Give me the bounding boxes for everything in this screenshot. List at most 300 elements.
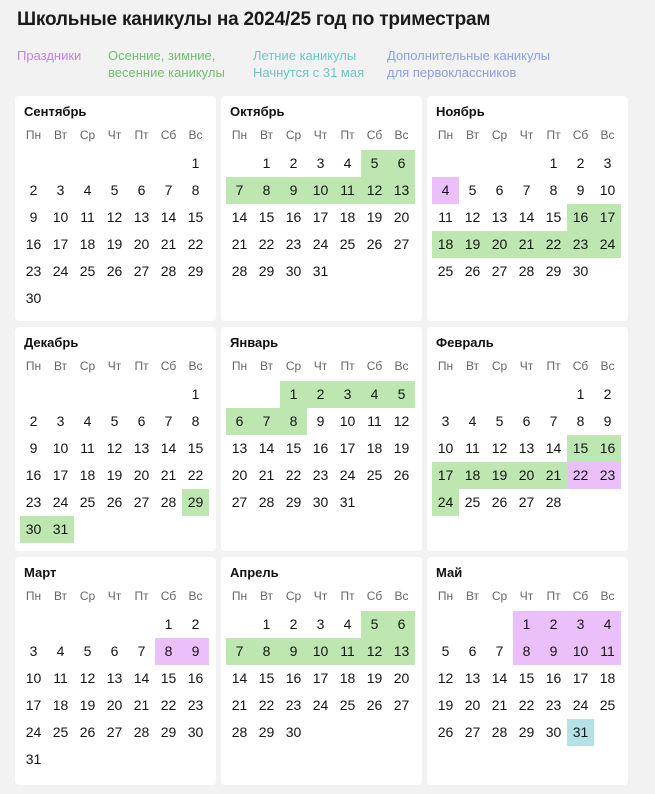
legend-first-line2: для первоклассников: [387, 65, 517, 80]
day-cell-regular: 5: [441, 643, 450, 659]
weekday-label: Чт: [313, 589, 328, 603]
weekday-header: [226, 128, 415, 142]
month-name: Январь: [230, 335, 279, 350]
day-cell-regular: 1: [549, 155, 558, 171]
month-card: [15, 96, 216, 321]
weekday-header: [20, 359, 209, 373]
day-cell-regular: 2: [29, 182, 38, 198]
month-name: Сентябрь: [24, 104, 87, 119]
day-cell-regular: 31: [312, 263, 329, 279]
day-cell-regular: 25: [366, 467, 383, 483]
legend-summer-vacations: [253, 47, 364, 81]
day-cell-vacation: 16: [594, 435, 621, 462]
day-cell-vacation: 22: [540, 231, 567, 258]
day-cell-regular: 11: [367, 413, 382, 429]
day-cell-regular: 30: [187, 724, 204, 740]
day-cell-vacation: 20: [513, 462, 540, 489]
weekday-label: Чт: [519, 359, 534, 373]
day-cell-regular: 14: [133, 670, 150, 686]
day-cell-regular: 8: [191, 182, 200, 198]
day-cell-regular: 8: [576, 413, 585, 429]
day-cell-regular: 21: [160, 467, 177, 483]
weekday-label: Ср: [491, 359, 508, 373]
day-cell-regular: 26: [106, 494, 123, 510]
day-cell-regular: 9: [603, 413, 612, 429]
weekday-label: Пт: [546, 359, 561, 373]
day-cell-regular: 7: [164, 182, 173, 198]
empty-cell: [513, 381, 540, 408]
weekday-label: Пт: [134, 128, 149, 142]
day-cell-regular: 20: [133, 467, 150, 483]
day-cell-regular: 28: [160, 494, 177, 510]
day-cell-vacation: 7: [253, 408, 280, 435]
day-cell-regular: 6: [110, 643, 119, 659]
weekday-label: Вт: [259, 589, 274, 603]
day-cell-regular: 21: [231, 697, 248, 713]
empty-cell: [74, 381, 101, 408]
day-cell-regular: 29: [518, 724, 535, 740]
month-name: Февраль: [436, 335, 494, 350]
weekday-label: Ср: [79, 128, 96, 142]
day-cell-regular: 16: [285, 209, 302, 225]
weekday-label: Вс: [394, 128, 409, 142]
day-grid: [432, 150, 621, 285]
day-cell-vacation: 13: [388, 177, 415, 204]
day-cell-regular: 21: [231, 236, 248, 252]
weekday-label: Ср: [79, 589, 96, 603]
day-cell-regular: 27: [393, 697, 410, 713]
day-cell-regular: 21: [491, 697, 508, 713]
day-cell-regular: 19: [106, 467, 123, 483]
weekday-label: Пт: [546, 128, 561, 142]
empty-cell: [432, 150, 459, 177]
empty-cell: [74, 611, 101, 638]
day-cell-regular: 13: [491, 209, 508, 225]
weekday-label: Ср: [285, 359, 302, 373]
day-cell-vacation: 9: [280, 638, 307, 665]
day-cell-regular: 14: [160, 440, 177, 456]
legend-first-line1: Дополнительные каникулы: [387, 48, 551, 63]
legend-holidays-label: Праздники: [17, 48, 82, 63]
weekday-label: Пн: [437, 589, 454, 603]
empty-cell: [101, 611, 128, 638]
day-cell-regular: 14: [231, 209, 248, 225]
day-cell-regular: 17: [312, 209, 329, 225]
weekday-header: [20, 589, 209, 603]
day-cell-regular: 18: [339, 209, 356, 225]
day-cell-regular: 22: [285, 467, 302, 483]
day-cell-vacation: 5: [361, 150, 388, 177]
day-cell-regular: 29: [258, 263, 275, 279]
weekday-label: Вс: [600, 359, 615, 373]
day-cell-regular: 4: [83, 413, 92, 429]
day-cell-vacation: 9: [280, 177, 307, 204]
weekday-label: Пт: [340, 589, 355, 603]
day-cell-regular: 16: [25, 467, 42, 483]
legend-summer-line2: Начнутся с 31 мая: [253, 65, 365, 80]
day-cell-regular: 28: [491, 724, 508, 740]
day-cell-regular: 6: [522, 413, 531, 429]
day-cell-regular: 16: [545, 670, 562, 686]
day-cell-vacation: 7: [226, 638, 253, 665]
day-cell-regular: 10: [339, 413, 356, 429]
day-cell-vacation: 6: [388, 150, 415, 177]
day-cell-regular: 29: [160, 724, 177, 740]
day-cell-regular: 28: [231, 724, 248, 740]
day-cell-regular: 24: [52, 263, 69, 279]
empty-cell: [47, 611, 74, 638]
day-cell-regular: 5: [110, 182, 119, 198]
day-cell-regular: 22: [187, 467, 204, 483]
day-cell-regular: 26: [79, 724, 96, 740]
empty-cell: [540, 381, 567, 408]
day-cell-vacation: 24: [594, 231, 621, 258]
empty-cell: [486, 611, 513, 638]
day-cell-regular: 1: [164, 616, 173, 632]
day-cell-regular: 29: [258, 724, 275, 740]
day-cell-regular: 14: [160, 209, 177, 225]
day-cell-regular: 3: [56, 413, 65, 429]
day-cell-regular: 23: [25, 263, 42, 279]
day-cell-regular: 20: [393, 209, 410, 225]
day-cell-regular: 18: [52, 697, 69, 713]
day-cell-holiday: 4: [594, 611, 621, 638]
day-cell-vacation: 23: [567, 231, 594, 258]
day-cell-vacation: 29: [182, 489, 209, 516]
empty-cell: [155, 150, 182, 177]
day-cell-regular: 1: [191, 155, 200, 171]
day-cell-regular: 25: [339, 236, 356, 252]
day-cell-regular: 27: [133, 494, 150, 510]
day-cell-regular: 11: [438, 209, 453, 225]
day-cell-regular: 19: [366, 209, 383, 225]
day-cell-regular: 3: [29, 643, 38, 659]
day-cell-regular: 10: [52, 440, 69, 456]
day-cell-vacation: 12: [361, 638, 388, 665]
day-cell-regular: 22: [160, 697, 177, 713]
day-cell-regular: 3: [56, 182, 65, 198]
day-cell-vacation: 21: [513, 231, 540, 258]
month-name: Октябрь: [230, 104, 285, 119]
day-cell-regular: 14: [545, 440, 562, 456]
day-grid: [432, 381, 621, 516]
day-cell-regular: 27: [518, 494, 535, 510]
day-cell-regular: 1: [262, 155, 271, 171]
day-cell-regular: 23: [25, 494, 42, 510]
day-cell-holiday: 4: [432, 177, 459, 204]
day-cell-vacation: 8: [253, 638, 280, 665]
day-cell-vacation: 15: [567, 435, 594, 462]
day-cell-regular: 11: [80, 440, 95, 456]
day-cell-regular: 5: [495, 413, 504, 429]
day-cell-regular: 18: [339, 670, 356, 686]
day-cell-vacation: 10: [307, 638, 334, 665]
day-cell-regular: 24: [572, 697, 589, 713]
day-cell-vacation: 2: [307, 381, 334, 408]
day-cell-regular: 28: [160, 263, 177, 279]
day-cell-regular: 7: [522, 182, 531, 198]
day-cell-regular: 13: [231, 440, 248, 456]
day-cell-regular: 26: [366, 697, 383, 713]
day-cell-vacation: 17: [432, 462, 459, 489]
day-cell-vacation: 1: [280, 381, 307, 408]
weekday-label: Вт: [53, 128, 68, 142]
day-cell-regular: 13: [518, 440, 535, 456]
day-cell-regular: 6: [137, 413, 146, 429]
day-cell-regular: 26: [464, 263, 481, 279]
day-cell-regular: 15: [160, 670, 177, 686]
weekday-label: Ср: [491, 128, 508, 142]
day-cell-regular: 30: [572, 263, 589, 279]
weekday-label: Пн: [25, 589, 42, 603]
day-cell-regular: 30: [25, 290, 42, 306]
day-cell-regular: 13: [464, 670, 481, 686]
day-cell-regular: 27: [231, 494, 248, 510]
day-cell-regular: 1: [262, 616, 271, 632]
weekday-label: Чт: [519, 128, 534, 142]
weekday-label: Вс: [188, 589, 203, 603]
day-cell-regular: 11: [80, 209, 95, 225]
day-cell-regular: 9: [576, 182, 585, 198]
month-card: [427, 96, 628, 321]
day-cell-holiday: 10: [567, 638, 594, 665]
day-cell-regular: 27: [491, 263, 508, 279]
empty-cell: [20, 611, 47, 638]
day-cell-regular: 17: [312, 670, 329, 686]
empty-cell: [432, 381, 459, 408]
weekday-label: Вт: [465, 359, 480, 373]
day-cell-regular: 29: [545, 263, 562, 279]
weekday-header: [432, 589, 621, 603]
weekday-header: [432, 128, 621, 142]
day-cell-holiday: 22: [567, 462, 594, 489]
weekday-label: Пт: [134, 589, 149, 603]
day-cell-vacation: 10: [307, 177, 334, 204]
weekday-label: Вс: [394, 589, 409, 603]
weekday-label: Чт: [313, 359, 328, 373]
day-cell-regular: 14: [231, 670, 248, 686]
legend-term-vacations: [108, 47, 225, 81]
day-cell-regular: 14: [258, 440, 275, 456]
day-cell-regular: 26: [437, 724, 454, 740]
empty-cell: [486, 150, 513, 177]
day-cell-vacation: 19: [459, 231, 486, 258]
day-cell-regular: 26: [106, 263, 123, 279]
day-cell-regular: 17: [339, 440, 356, 456]
weekday-label: Вс: [600, 589, 615, 603]
day-cell-regular: 23: [545, 697, 562, 713]
day-cell-regular: 15: [187, 209, 204, 225]
day-cell-regular: 23: [285, 697, 302, 713]
weekday-label: Вт: [259, 359, 274, 373]
day-cell-vacation: 24: [432, 489, 459, 516]
day-cell-regular: 4: [83, 182, 92, 198]
weekday-label: Чт: [519, 589, 534, 603]
weekday-label: Пн: [231, 589, 248, 603]
day-cell-regular: 27: [106, 724, 123, 740]
weekday-label: Пн: [437, 128, 454, 142]
day-grid: [226, 150, 415, 285]
day-cell-regular: 20: [106, 697, 123, 713]
day-cell-holiday: 1: [513, 611, 540, 638]
day-cell-regular: 21: [133, 697, 150, 713]
day-grid: [20, 150, 209, 312]
day-cell-regular: 7: [137, 643, 146, 659]
empty-cell: [128, 150, 155, 177]
day-cell-regular: 25: [464, 494, 481, 510]
day-cell-regular: 1: [576, 386, 585, 402]
day-grid: [432, 611, 621, 746]
weekday-label: Вт: [53, 589, 68, 603]
day-cell-regular: 19: [366, 670, 383, 686]
day-cell-regular: 31: [339, 494, 356, 510]
day-cell-regular: 7: [164, 413, 173, 429]
weekday-label: Вт: [465, 128, 480, 142]
day-cell-regular: 25: [79, 494, 96, 510]
weekday-label: Пт: [340, 128, 355, 142]
day-cell-vacation: 19: [486, 462, 513, 489]
day-cell-regular: 12: [491, 440, 508, 456]
day-cell-regular: 16: [285, 670, 302, 686]
empty-cell: [101, 150, 128, 177]
empty-cell: [20, 150, 47, 177]
legend-first-graders: [387, 47, 550, 81]
weekday-label: Сб: [160, 589, 177, 603]
day-cell-regular: 22: [187, 236, 204, 252]
empty-cell: [101, 381, 128, 408]
day-cell-regular: 2: [29, 413, 38, 429]
day-cell-regular: 25: [599, 697, 616, 713]
empty-cell: [47, 381, 74, 408]
day-cell-regular: 28: [258, 494, 275, 510]
day-cell-regular: 27: [393, 236, 410, 252]
day-cell-holiday: 8: [155, 638, 182, 665]
weekday-label: Сб: [572, 128, 589, 142]
day-cell-regular: 10: [599, 182, 616, 198]
calendar-grid: [15, 96, 628, 785]
day-cell-vacation: 3: [334, 381, 361, 408]
day-cell-regular: 11: [53, 670, 68, 686]
day-cell-vacation: 11: [334, 177, 361, 204]
day-cell-summer: 31: [567, 719, 594, 746]
day-cell-regular: 14: [491, 670, 508, 686]
legend-holidays: [17, 47, 81, 64]
day-cell-regular: 17: [52, 236, 69, 252]
day-cell-regular: 6: [468, 643, 477, 659]
month-card: [15, 327, 216, 551]
day-cell-regular: 9: [316, 413, 325, 429]
day-cell-regular: 5: [110, 413, 119, 429]
day-cell-regular: 15: [545, 209, 562, 225]
weekday-label: Пт: [134, 359, 149, 373]
weekday-label: Сб: [160, 128, 177, 142]
weekday-label: Пн: [25, 128, 42, 142]
day-cell-regular: 18: [366, 440, 383, 456]
day-cell-regular: 15: [258, 209, 275, 225]
weekday-label: Вс: [394, 359, 409, 373]
legend-summer-line1: Летние каникулы: [253, 48, 357, 63]
day-cell-vacation: 8: [280, 408, 307, 435]
empty-cell: [226, 381, 253, 408]
day-cell-regular: 16: [312, 440, 329, 456]
empty-cell: [20, 381, 47, 408]
day-cell-regular: 12: [437, 670, 454, 686]
weekday-label: Ср: [491, 589, 508, 603]
empty-cell: [128, 611, 155, 638]
month-card: [15, 557, 216, 785]
day-grid: [20, 381, 209, 543]
day-cell-regular: 23: [187, 697, 204, 713]
weekday-label: Сб: [366, 128, 383, 142]
day-cell-regular: 22: [258, 697, 275, 713]
day-cell-regular: 15: [187, 440, 204, 456]
day-cell-regular: 5: [468, 182, 477, 198]
weekday-label: Пн: [231, 128, 248, 142]
weekday-label: Пт: [340, 359, 355, 373]
day-cell-regular: 24: [25, 724, 42, 740]
day-cell-vacation: 6: [226, 408, 253, 435]
day-cell-regular: 21: [160, 236, 177, 252]
day-cell-regular: 29: [187, 263, 204, 279]
day-cell-regular: 7: [495, 643, 504, 659]
month-card: [427, 557, 628, 785]
day-cell-regular: 13: [106, 670, 123, 686]
day-cell-regular: 2: [603, 386, 612, 402]
day-cell-regular: 25: [339, 697, 356, 713]
day-cell-regular: 17: [25, 697, 42, 713]
empty-cell: [128, 381, 155, 408]
weekday-label: Ср: [285, 589, 302, 603]
day-cell-regular: 18: [79, 236, 96, 252]
day-cell-regular: 25: [437, 263, 454, 279]
legend-term-line1: Осенние, зимние,: [108, 48, 216, 63]
day-cell-regular: 28: [231, 263, 248, 279]
empty-cell: [459, 611, 486, 638]
weekday-label: Сб: [572, 359, 589, 373]
weekday-label: Ср: [79, 359, 96, 373]
weekday-label: Чт: [107, 128, 122, 142]
empty-cell: [226, 611, 253, 638]
month-name: Март: [24, 565, 57, 580]
day-cell-vacation: 31: [47, 516, 74, 543]
day-cell-regular: 26: [366, 236, 383, 252]
day-cell-regular: 25: [79, 263, 96, 279]
day-cell-regular: 10: [437, 440, 454, 456]
day-cell-regular: 22: [258, 236, 275, 252]
day-cell-regular: 30: [545, 724, 562, 740]
day-grid: [20, 611, 209, 773]
day-cell-regular: 30: [285, 724, 302, 740]
weekday-header: [20, 128, 209, 142]
day-cell-regular: 23: [285, 236, 302, 252]
weekday-header: [226, 359, 415, 373]
weekday-label: Вс: [188, 128, 203, 142]
day-cell-vacation: 18: [432, 231, 459, 258]
day-cell-regular: 12: [464, 209, 481, 225]
day-cell-regular: 19: [106, 236, 123, 252]
month-name: Май: [436, 565, 463, 580]
weekday-label: Пн: [231, 359, 248, 373]
day-cell-regular: 2: [576, 155, 585, 171]
day-cell-regular: 29: [285, 494, 302, 510]
day-cell-holiday: 11: [594, 638, 621, 665]
weekday-label: Вт: [465, 589, 480, 603]
day-cell-regular: 6: [137, 182, 146, 198]
weekday-label: Ср: [285, 128, 302, 142]
day-cell-regular: 16: [25, 236, 42, 252]
day-cell-regular: 4: [56, 643, 65, 659]
day-cell-regular: 26: [393, 467, 410, 483]
